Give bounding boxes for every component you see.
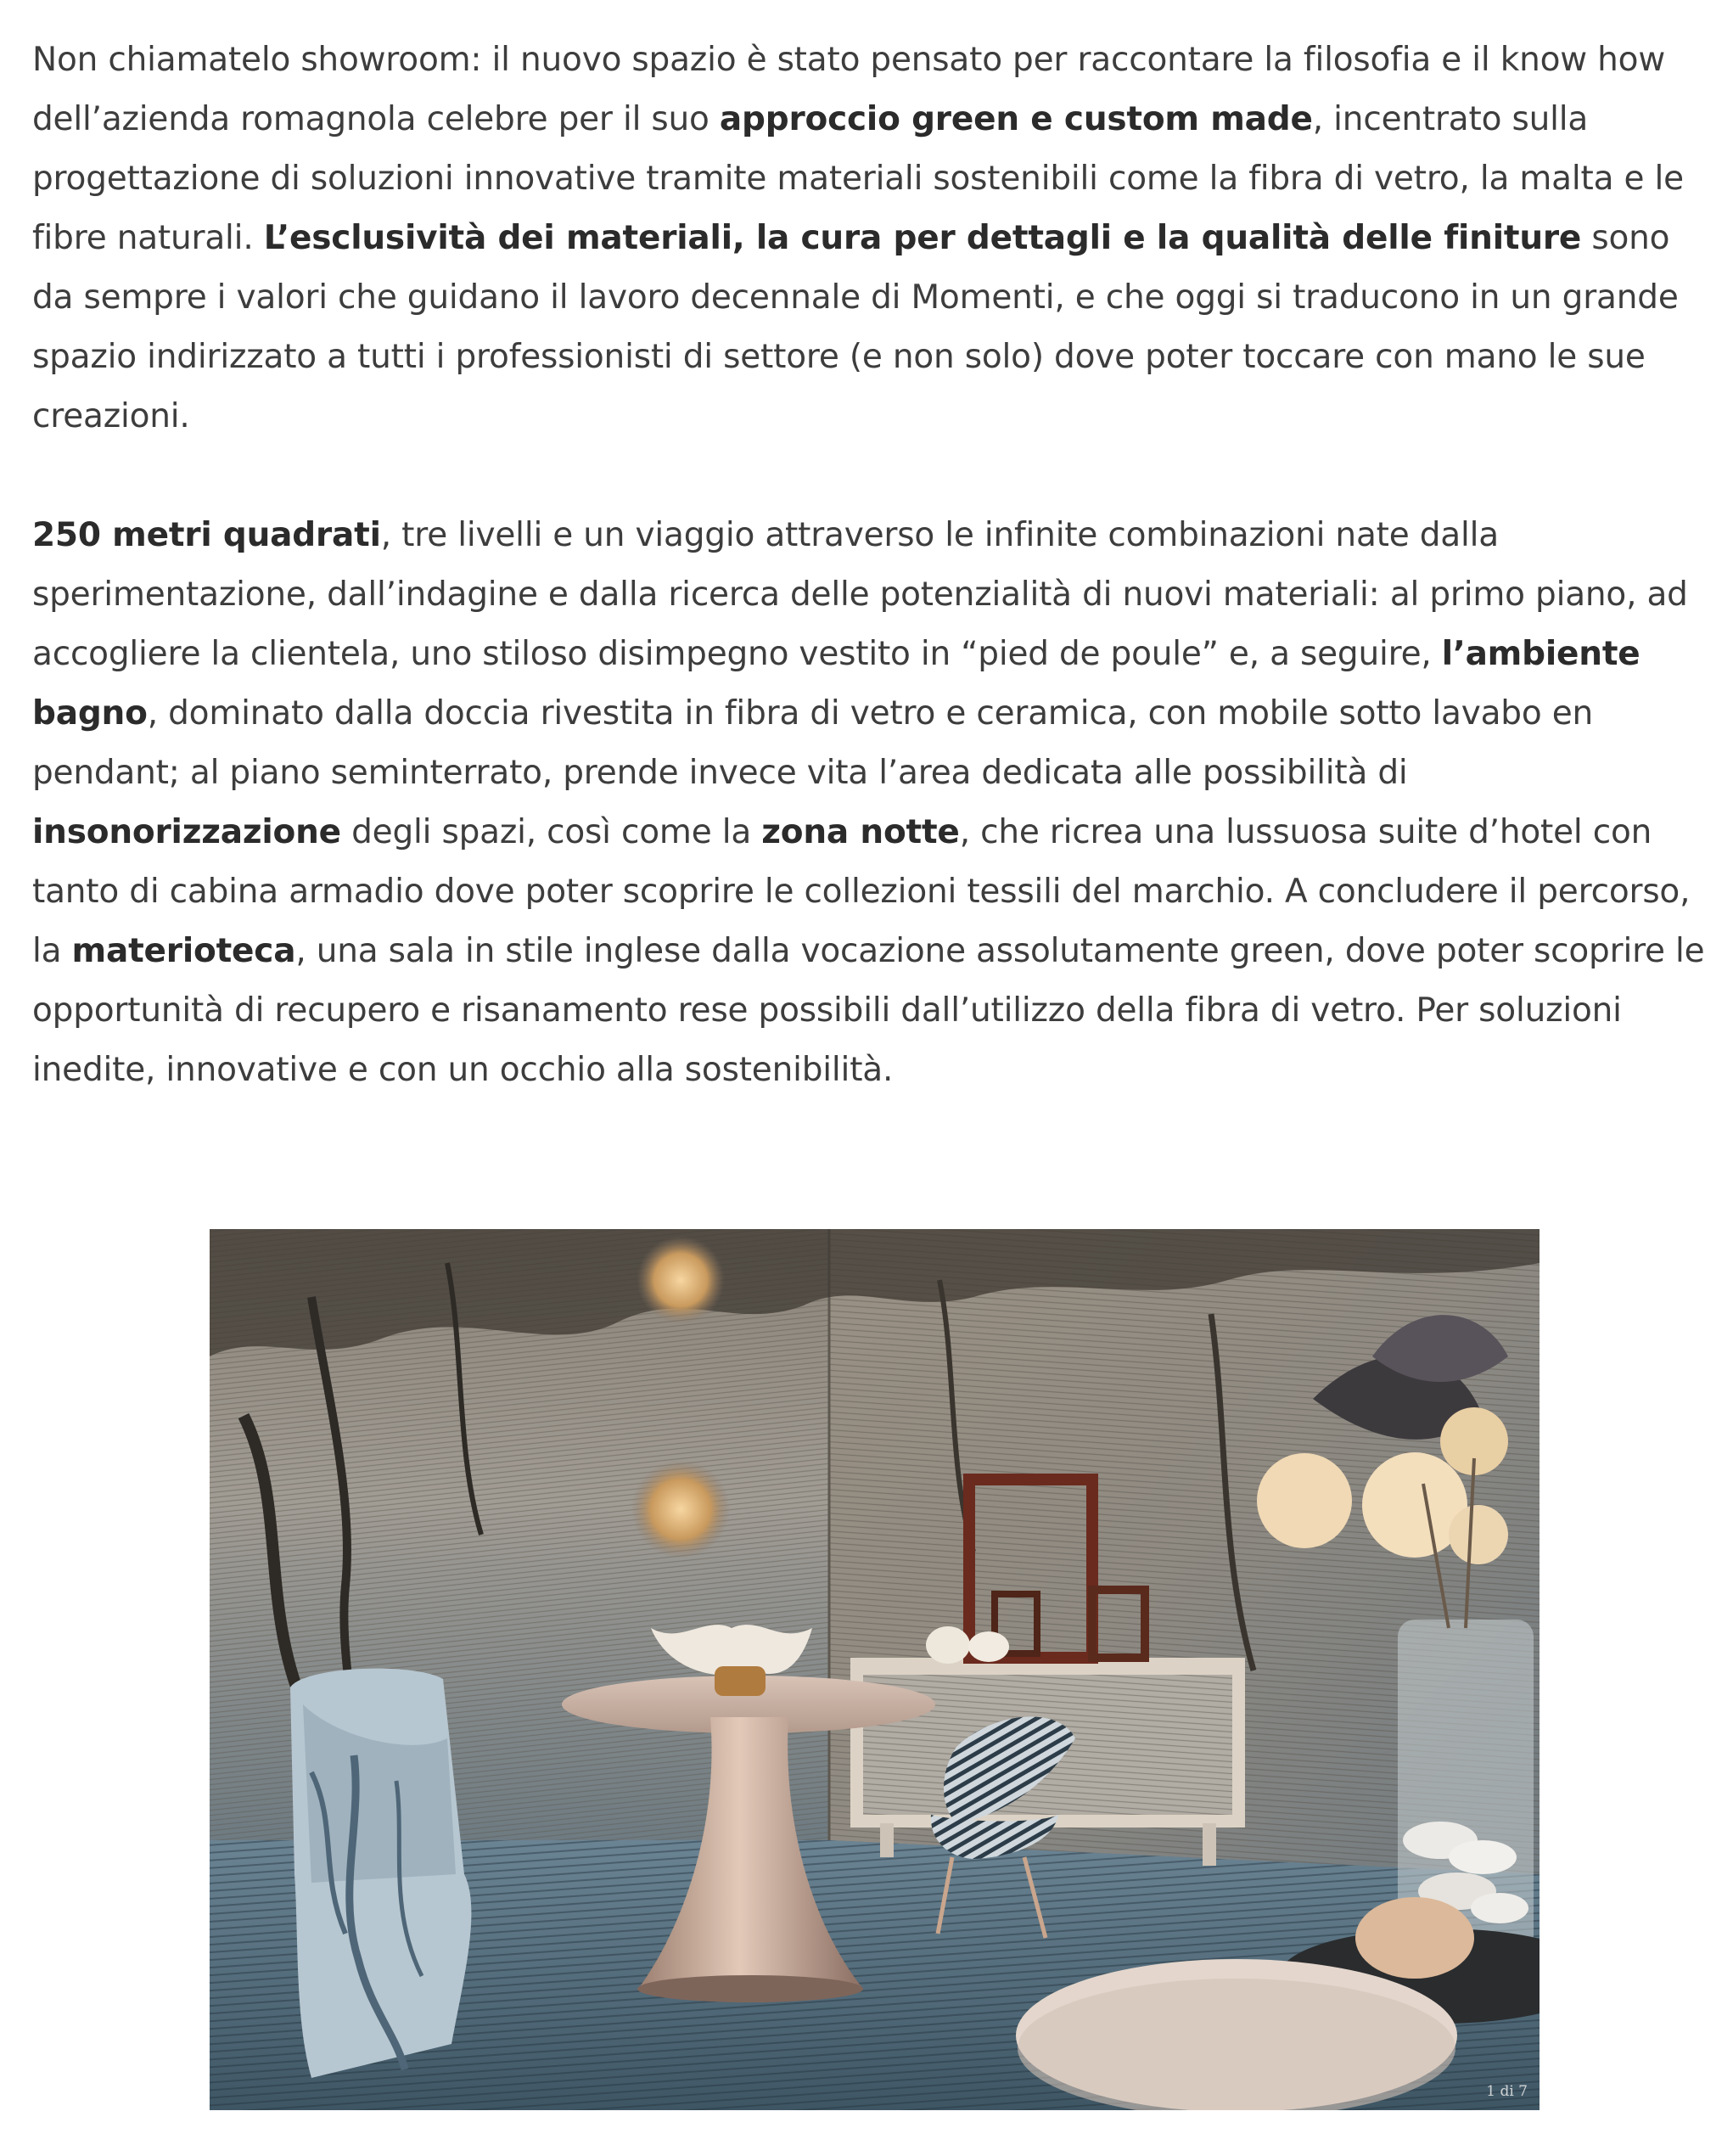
article-body xyxy=(32,31,1713,1100)
interior-photo xyxy=(210,1229,1540,2110)
bold-phrase: materioteca xyxy=(71,932,296,970)
text-run: degli spazi, così come la xyxy=(340,813,762,851)
gallery-counter: 1 di 7 xyxy=(1486,2083,1528,2100)
text-run: sono da sempre i valori che guidano il lavoro decennale di Momenti, e che oggi si traducono in un grande spazio indirizzato a tutti i professionisti di settore (e non solo) dove poter toccare con mano le sue creazioni. xyxy=(32,219,1679,435)
bold-phrase: approccio green e custom made xyxy=(719,100,1313,138)
paragraph-description xyxy=(32,506,1713,1100)
paragraph-intro xyxy=(32,31,1713,446)
bold-phrase: 250 metri quadrati xyxy=(32,516,381,554)
bold-phrase: insonorizzazione xyxy=(32,813,341,851)
bold-phrase: zona notte xyxy=(761,813,960,851)
text-run: , dominato dalla doccia rivestita in fibra di vetro e ceramica, con mobile sotto lavabo en pendant; al piano seminterrato, prende invece vita l’area dedicata alle possibilità di xyxy=(32,694,1594,792)
bold-phrase: L’esclusività dei materiali, la cura per dettagli e la qualità delle finiture xyxy=(263,219,1582,257)
text-run: Non chiamatelo showroom: il nuovo spazio è stato pensato per raccontare la filosofia e il know how dell’azienda romagnola celebre per il suo xyxy=(32,41,1666,138)
bold-phrase: l’ambiente bagno xyxy=(32,635,1640,733)
text-run: , incentrato sulla progettazione di soluzioni innovative tramite materiali sostenibili come la fibra di vetro, la malta e le fibre naturali. xyxy=(32,100,1684,257)
text-run: , una sala in stile inglese dalla vocazione assolutamente green, dove poter scoprire le opportunità di recupero e risanamento rese possibili dall’utilizzo della fibra di vetro. Per soluzioni inedite, innovative e con un occhio alla sostenibilità. xyxy=(32,932,1705,1089)
text-run: , che ricrea una lussuosa suite d’hotel con tanto di cabina armadio dove poter scoprire le collezioni tessili del marchio. A concludere il percorso, la xyxy=(32,813,1691,970)
gallery-image[interactable] xyxy=(210,1229,1540,2110)
text-run: , tre livelli e un viaggio attraverso le infinite combinazioni nate dalla sperimentazione, dall’indagine e dalla ricerca delle potenzialità di nuovi materiali: al primo piano, ad accogliere la clientela, uno stiloso disimpegno vestito in “pied de poule” e, a seguire, xyxy=(32,516,1688,673)
